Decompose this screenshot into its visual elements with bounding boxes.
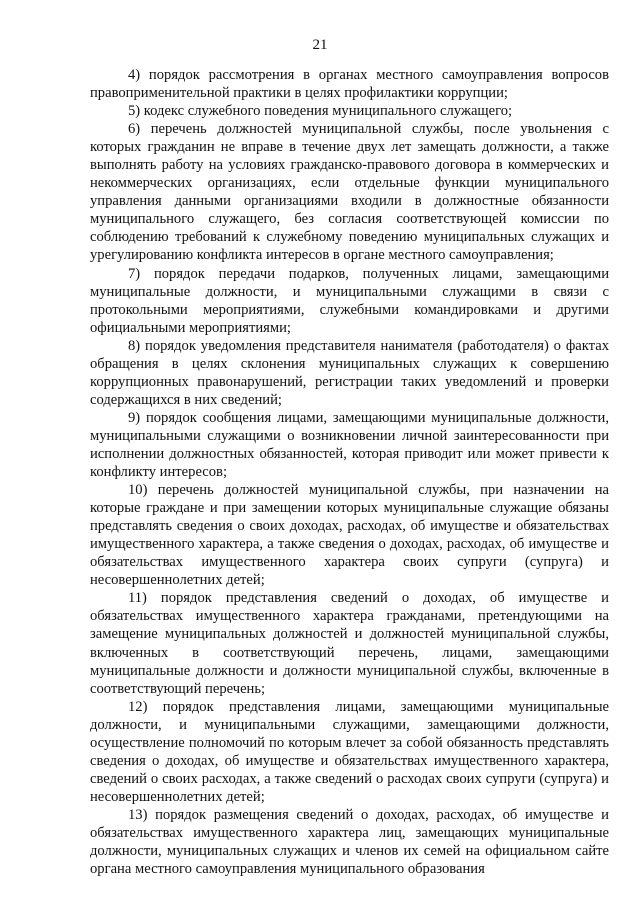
paragraph-item-11: 11) порядок представления сведений о доходах, об имуществе и обязательствах имущественного характера гражданами, претендующими на замещение муниципальных должностей и должностей муниципальной службы, включенных в соответствующий перечень, лицами, замещающими муниципальные должности и должности муниципальной службы, включенные в соответствующий перечень; <box>90 590 609 697</box>
paragraph-item-13: 13) порядок размещения сведений о доходах, расходах, об имуществе и обязательствах имущественного характера лиц, замещающих муниципальные должности, муниципальных служащих и членов их семей на официальном сайте органа местного самоуправления муниципального образования <box>90 806 609 878</box>
paragraph-item-4: 4) порядок рассмотрения в органах местного самоуправления вопросов правоприменительной практики в целях профилактики коррупции; <box>90 67 609 102</box>
document-body <box>90 66 609 878</box>
paragraph-item-10: 10) перечень должностей муниципальной службы, при назначении на которые граждане и при замещении которых муниципальные служащие обязаны представлять сведения о своих доходах, расходах, об имуществе и обязательствах имущественного характера, а также сведения о доходах, расходах, об имуществе и обязательствах имущественного характера своих супруги (супруга) и несовершеннолетних детей; <box>90 482 609 589</box>
paragraph-item-12: 12) порядок представления лицами, замещающими муниципальные должности, и муниципальными служащими, замещающими должности, осуществление полномочий по которым влечет за собой обязанность представлять сведения о доходах, об имуществе и обязательствах имущественного характера, сведений о своих расходах, а также сведений о расходах своих супруги (супруга) и несовершеннолетних детей; <box>90 698 609 805</box>
paragraph-item-9: 9) порядок сообщения лицами, замещающими муниципальные должности, муниципальными служащими о возникновении личной заинтересованности при исполнении должностных обязанностей, которая приводит или может привести к конфликту интересов; <box>90 409 609 481</box>
paragraph-item-6: 6) перечень должностей муниципальной службы, после увольнения с которых гражданин не вправе в течение двух лет замещать должности, а также выполнять работу на условиях гражданско-правового договора в коммерческих и некоммерческих организациях, если отдельные функции муниципального управления данными организациями входили в должностные обязанности муниципального служащего, без согласия соответствующей комиссии по соблюдению требований к служебному поведению муниципальных служащих и урегулированию конфликта интересов в органе местного самоуправления; <box>90 121 609 264</box>
paragraph-item-5: 5) кодекс служебного поведения муниципального служащего; <box>128 103 513 120</box>
paragraph-item-8: 8) порядок уведомления представителя нанимателя (работодателя) о фактах обращения в целях склонения муниципальных служащих к совершению коррупционных правонарушений, регистрации таких уведомлений и проверки содержащихся в них сведений; <box>90 337 609 408</box>
paragraph-item-7: 7) порядок передачи подарков, полученных лицами, замещающими муниципальные должности, и муниципальными служащими в связи с протокольными мероприятиями, служебными командировками и другими официальными мероприятиями; <box>90 265 609 336</box>
page-number: 21 <box>312 37 328 53</box>
